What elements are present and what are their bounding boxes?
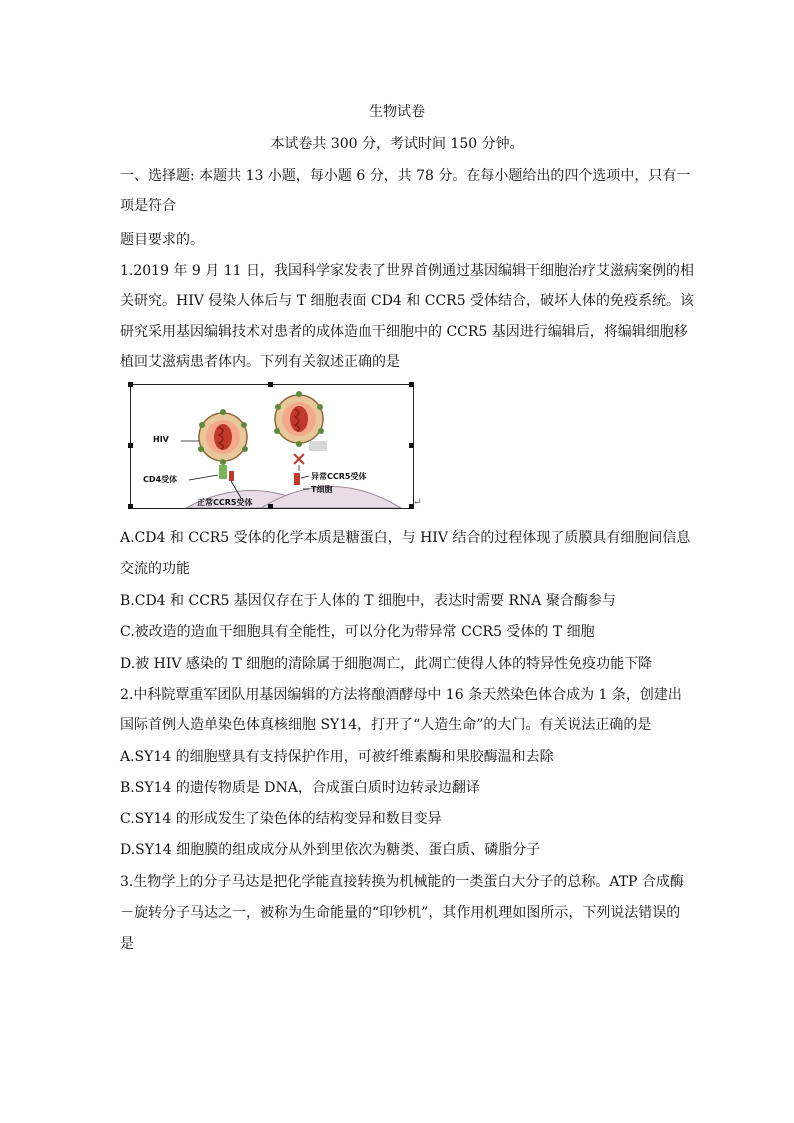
q3-stem-line-2: －旋转分子马达之一，被称为生命能量的“印钞机”，其作用机理如图所示，下列说法错误的 bbox=[120, 905, 681, 921]
q3-stem-line-1: 3.生物学上的分子马达是把化学能直接转换为机械能的一类蛋白大分子的总称。ATP 合成酶 bbox=[120, 874, 684, 890]
blocked-binding-icon bbox=[294, 454, 304, 471]
resize-handle-bottom-left[interactable] bbox=[128, 504, 133, 509]
q1-stem-line-3: 研究采用基因编辑技术对患者的成体造血干细胞中的 CCR5 基因进行编辑后，将编辑细胞移 bbox=[120, 324, 688, 340]
q1-stem-line-4: 植回艾滋病患者体内。下列有关叙述正确的是 bbox=[120, 354, 400, 370]
q2-option-a: A.SY14 的细胞壁具有支持保护作用，可被纤维素酶和果胶酶温和去除 bbox=[120, 749, 554, 765]
page-subtitle: 本试卷共 300 分，考试时间 150 分钟。 bbox=[270, 136, 524, 152]
q2-option-d: D.SY14 细胞膜的组成成分从外到里依次为糖类、蛋白质、磷脂分子 bbox=[120, 842, 541, 858]
q2-option-c: C.SY14 的形成发生了染色体的结构变异和数目变异 bbox=[120, 811, 442, 827]
paragraph-return-icon: ↵ bbox=[413, 497, 422, 508]
resize-handle-top-right[interactable] bbox=[409, 382, 414, 387]
hiv-virion-left bbox=[198, 409, 248, 465]
resize-handle-middle-right[interactable] bbox=[409, 443, 414, 448]
section-heading-line-1: 一、选择题: 本题共 13 小题，每小题 6 分，共 78 分。在每小题给出的四个选项中，只有一 bbox=[120, 168, 691, 184]
resize-handle-bottom-middle[interactable] bbox=[268, 504, 273, 509]
q1-option-a-line-2: 交流的功能 bbox=[120, 561, 190, 577]
q1-option-d: D.被 HIV 感染的 T 细胞的清除属于细胞凋亡，此凋亡使得人体的特异性免疫功能下降 bbox=[120, 656, 653, 672]
figure-label-cd4: CD4受体 bbox=[143, 475, 178, 484]
q2-option-b: B.SY14 的遗传物质是 DNA，合成蛋白质时边转录边翻译 bbox=[120, 780, 480, 796]
q2-stem-line-1: 2.中科院覃重军团队用基因编辑的方法将酿酒酵母中 16 条天然染色体合成为 1 条，创建出 bbox=[120, 687, 682, 703]
figure-label-t-cell: T细胞 bbox=[311, 485, 333, 494]
normal-ccr5-shape bbox=[229, 471, 234, 481]
resize-handle-top-middle[interactable] bbox=[268, 382, 273, 387]
figure-label-normal-ccr5: 正常CCR5受体 bbox=[197, 498, 253, 507]
cd4-receptor-shape bbox=[219, 465, 227, 479]
q2-stem-line-2: 国际首例人造单染色体真核细胞 SY14，打开了“人造生命”的大门。有关说法正确的是 bbox=[120, 717, 652, 733]
blurred-patch bbox=[309, 441, 327, 451]
q1-stem-line-2: 关研究。HIV 侵染人体后与 T 细胞表面 CD4 和 CCR5 受体结合，破坏人体的免疫系统。该 bbox=[120, 293, 695, 309]
hiv-ccr5-figure bbox=[130, 384, 414, 509]
page-title: 生物试卷 bbox=[369, 104, 425, 120]
q1-stem-line-1: 1.2019 年 9 月 11 日，我国科学家发表了世界首例通过基因编辑干细胞治疗艾滋病案例的相 bbox=[120, 263, 694, 279]
figure-label-hiv: HIV bbox=[153, 435, 169, 444]
q1-option-b: B.CD4 和 CCR5 基因仅存在于人体的 T 细胞中，表达时需要 RNA 聚合酶参与 bbox=[120, 593, 616, 609]
section-heading-line-2: 项是符合 bbox=[120, 198, 176, 214]
hiv-diagram bbox=[131, 385, 413, 508]
resize-handle-top-left[interactable] bbox=[128, 382, 133, 387]
abnormal-ccr5-shape bbox=[294, 473, 300, 485]
q3-stem-line-3: 是 bbox=[120, 936, 134, 952]
section-heading-line-3: 题目要求的。 bbox=[120, 232, 204, 248]
figure-label-abnormal-ccr5: 异常CCR5受体 bbox=[311, 472, 367, 481]
q1-option-a-line-1: A.CD4 和 CCR5 受体的化学本质是糖蛋白，与 HIV 结合的过程体现了质膜具有细胞间信息 bbox=[120, 530, 691, 546]
hiv-virion-right bbox=[274, 391, 324, 447]
resize-handle-middle-left[interactable] bbox=[128, 443, 133, 448]
q1-option-c: C.被改造的造血干细胞具有全能性，可以分化为带异常 CCR5 受体的 T 细胞 bbox=[120, 624, 595, 640]
